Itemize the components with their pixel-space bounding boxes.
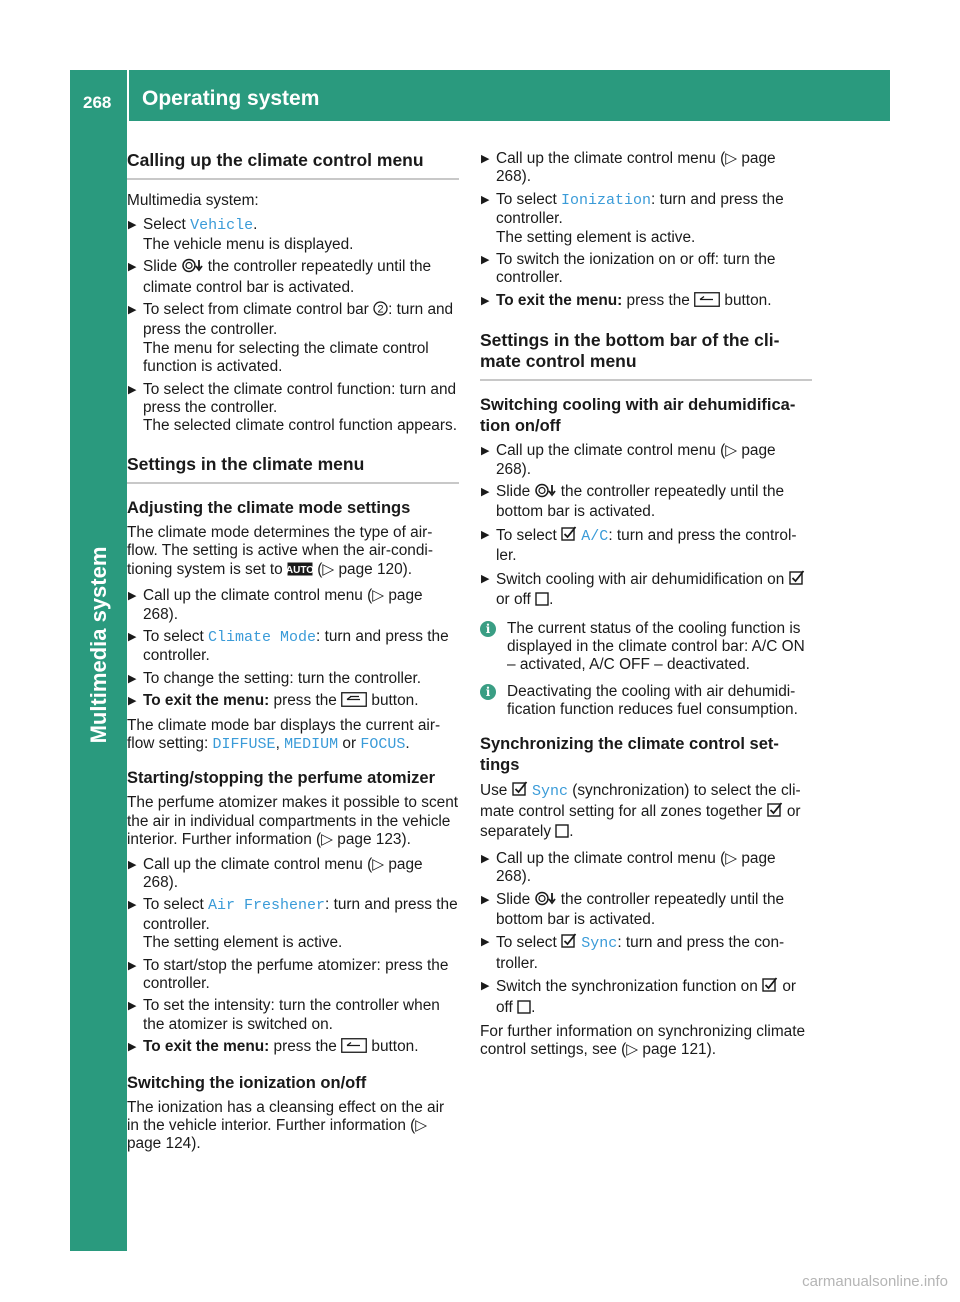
- heading-climate-mode: Adjusting the climate mode settings: [127, 498, 411, 517]
- step-item: ▶ To select the climate control function: turn and press the controller. The selected climate control function appears.: [128, 380, 457, 435]
- heading-ionization: Switching the ionization on/off: [127, 1073, 367, 1092]
- checkbox-checked-icon: [512, 781, 528, 802]
- callout-marker-icon: [373, 301, 388, 321]
- step-item: ▶ To start/stop the perfume atomizer: press the controller.: [128, 956, 449, 992]
- step-arrow-icon: ▶: [128, 261, 137, 274]
- heading-settings-climate-menu: Settings in the climate menu: [127, 453, 365, 474]
- step-item: ▶ Slide the controller repeatedly until the bottom bar is activated.: [481, 483, 785, 521]
- back-button-icon: [341, 692, 367, 712]
- step-item: ▶ Call up the climate control menu (▷ page 268).: [128, 587, 423, 623]
- step-arrow-icon: ▶: [128, 858, 137, 871]
- svg-text:AUTO: AUTO: [286, 564, 313, 576]
- step-arrow-icon: ▶: [128, 959, 137, 972]
- step-result: The selected climate control function appears.: [143, 417, 457, 435]
- checkbox-empty-icon: [535, 592, 549, 611]
- side-label: Multimedia system: [86, 546, 111, 744]
- heading-perfume-atomizer: Starting/stopping the perfume atomizer: [127, 769, 436, 788]
- info-icon: i: [480, 621, 496, 637]
- menu-item-ionization: Ionization: [561, 191, 652, 209]
- menu-item-ac: A/C: [581, 527, 609, 545]
- step-arrow-icon: ▶: [481, 980, 490, 993]
- step-arrow-icon: ▶: [128, 1000, 137, 1013]
- svg-text:2: 2: [377, 303, 384, 316]
- back-button-icon: [341, 1038, 367, 1058]
- step-arrow-icon: ▶: [128, 672, 137, 685]
- step-item: ▶ Call up the climate control menu (▷ page 268).: [481, 442, 776, 478]
- step-item: ▶ Switch cooling with air dehumidification on or off .: [480, 570, 812, 612]
- checkbox-empty-icon: [555, 824, 569, 843]
- paragraph: The perfume atomizer makes it possible to scent the air in individual compartments in the vehicle interior. Further information (▷ page 123).: [127, 794, 459, 849]
- step-arrow-icon: ▶: [481, 528, 490, 541]
- step-arrow-icon: ▶: [481, 445, 490, 458]
- step-arrow-icon: ▶: [481, 852, 490, 865]
- step-item: ▶ Slide the controller repeatedly until the bottom bar is activated.: [481, 890, 785, 928]
- right-column: [480, 150, 812, 1066]
- heading-synchronizing: Synchronizing the climate control set-tings: [480, 734, 779, 774]
- step-arrow-icon: ▶: [481, 893, 490, 906]
- back-button-icon: [694, 292, 720, 312]
- heading-rule: [127, 482, 459, 484]
- checkbox-checked-icon: [561, 526, 577, 547]
- step-item: ▶ Switch the synchronization function on or off .: [480, 977, 812, 1019]
- step-item: ▶ To select from climate control bar 2 : turn and press the controller. The menu for selecting the climate control function is activated.: [128, 301, 454, 376]
- section-title: Operating system: [142, 87, 320, 110]
- step-item: ▶ To exit the menu: press the button.: [127, 692, 459, 712]
- step-item: ▶ Slide the controller repeatedly until the climate control bar is activated.: [128, 258, 432, 296]
- step-result: The vehicle menu is displayed.: [143, 235, 354, 253]
- step-arrow-icon: ▶: [128, 304, 137, 317]
- controller-slide-icon: [535, 891, 557, 911]
- header-divider: [127, 70, 129, 121]
- controller-slide-icon: [182, 258, 204, 278]
- left-column: [127, 150, 459, 1160]
- paragraph: Use Sync (synchronization) to select the cli-mate control setting for all zones together or separately .: [480, 781, 812, 844]
- step-item: ▶ Call up the climate control menu (▷ page 268).: [481, 849, 776, 886]
- step-item: ▶ To select A/C: turn and press the control-ler.: [481, 526, 797, 565]
- step-item: ▶ To switch the ionization on or off: turn the controller.: [481, 251, 776, 287]
- step-item: ▶ To exit the menu: press the button.: [127, 1038, 459, 1058]
- controller-slide-icon: [535, 483, 557, 503]
- step-arrow-icon: ▶: [128, 383, 137, 396]
- paragraph: Multimedia system:: [127, 192, 259, 209]
- heading-bottom-bar-settings: Settings in the bottom bar of the cli-mate control menu: [480, 330, 780, 372]
- page-number: 268: [83, 93, 112, 112]
- heading-cooling-dehumidification: Switching cooling with air dehumidifica-tion on/off: [480, 396, 796, 436]
- step-item: ▶ To exit the menu: press the button.: [480, 292, 812, 312]
- auto-button-icon: [287, 562, 313, 581]
- step-arrow-icon: ▶: [481, 572, 490, 585]
- heading-rule: [480, 379, 812, 381]
- option-medium: MEDIUM: [284, 735, 339, 753]
- step-arrow-icon: ▶: [128, 899, 137, 912]
- step-arrow-icon: ▶: [128, 1041, 137, 1054]
- step-item: ▶ To select Ionization: turn and press the controller. The setting element is active.: [481, 190, 784, 246]
- step-result: The setting element is active.: [143, 934, 343, 952]
- step-result: The setting element is active.: [496, 228, 696, 246]
- step-item: ▶ To select Sync: turn and press the con-troller.: [481, 934, 785, 972]
- step-arrow-icon: ▶: [128, 219, 137, 232]
- menu-item-climate-mode: Climate Mode: [208, 628, 317, 646]
- step-item: ▶ To select Air Freshener: turn and press the controller. The setting element is active.: [128, 896, 458, 952]
- menu-item-sync: Sync: [581, 935, 618, 953]
- step-item: ▶ To change the setting: turn the controller.: [128, 669, 422, 687]
- heading-calling-up-menu: Calling up the climate control menu: [127, 150, 424, 170]
- step-result: The menu for selecting the climate control function is activated.: [143, 339, 429, 376]
- step-arrow-icon: ▶: [481, 254, 490, 267]
- paragraph: For further information on synchronizing climate control settings, see (▷ page 121).: [480, 1023, 806, 1059]
- step-item: ▶ To select Climate Mode: turn and press the controller.: [128, 627, 449, 665]
- menu-item-vehicle: Vehicle: [190, 217, 254, 235]
- step-item: ▶ To set the intensity: turn the controller when the atomizer is switched on.: [128, 997, 440, 1033]
- step-arrow-icon: ▶: [481, 153, 490, 165]
- heading-rule: [127, 178, 459, 180]
- paragraph: The climate mode bar displays the current air-flow setting: DIFFUSE, MEDIUM or FOCUS.: [127, 716, 441, 753]
- menu-item-air-freshener: Air Freshener: [208, 897, 326, 915]
- step-arrow-icon: ▶: [128, 630, 137, 643]
- step-item: ▶ Select Vehicle. The vehicle menu is displayed.: [128, 216, 354, 253]
- step-arrow-icon: ▶: [128, 590, 137, 603]
- info-note: i The current status of the cooling function is displayed in the climate control bar: A/C ON – activated, A/C OFF – deactivated.: [480, 620, 812, 675]
- step-item: ▶ Call up the climate control menu (▷ page 268).: [128, 855, 423, 891]
- step-item: ▶ Call up the climate control menu (▷ page 268).: [481, 150, 776, 186]
- step-arrow-icon: ▶: [481, 294, 490, 307]
- menu-item-sync: Sync: [531, 782, 568, 800]
- checkbox-checked-icon: [767, 802, 783, 823]
- option-diffuse: DIFFUSE: [212, 735, 276, 753]
- paragraph: The climate mode determines the type of air-flow. The setting is active when the air-condi-tioning system is set to AUTO (▷ page 120).: [127, 524, 459, 581]
- step-arrow-icon: ▶: [481, 936, 490, 949]
- step-arrow-icon: ▶: [481, 486, 490, 499]
- step-arrow-icon: ▶: [481, 193, 490, 206]
- paragraph: The ionization has a cleansing effect on the air in the vehicle interior. Further information (▷ page 124).: [127, 1098, 445, 1153]
- info-note: i Deactivating the cooling with air dehumidi-fication function reduces fuel consumption.: [480, 683, 812, 720]
- info-icon: i: [480, 684, 496, 700]
- checkbox-empty-icon: [517, 1000, 531, 1019]
- step-arrow-icon: ▶: [128, 695, 137, 708]
- checkbox-checked-icon: [789, 570, 805, 591]
- option-focus: FOCUS: [360, 735, 406, 753]
- checkbox-checked-icon: [762, 977, 778, 998]
- checkbox-checked-icon: [561, 933, 577, 954]
- footer-watermark[interactable]: carmanualsonline.info: [802, 1273, 948, 1290]
